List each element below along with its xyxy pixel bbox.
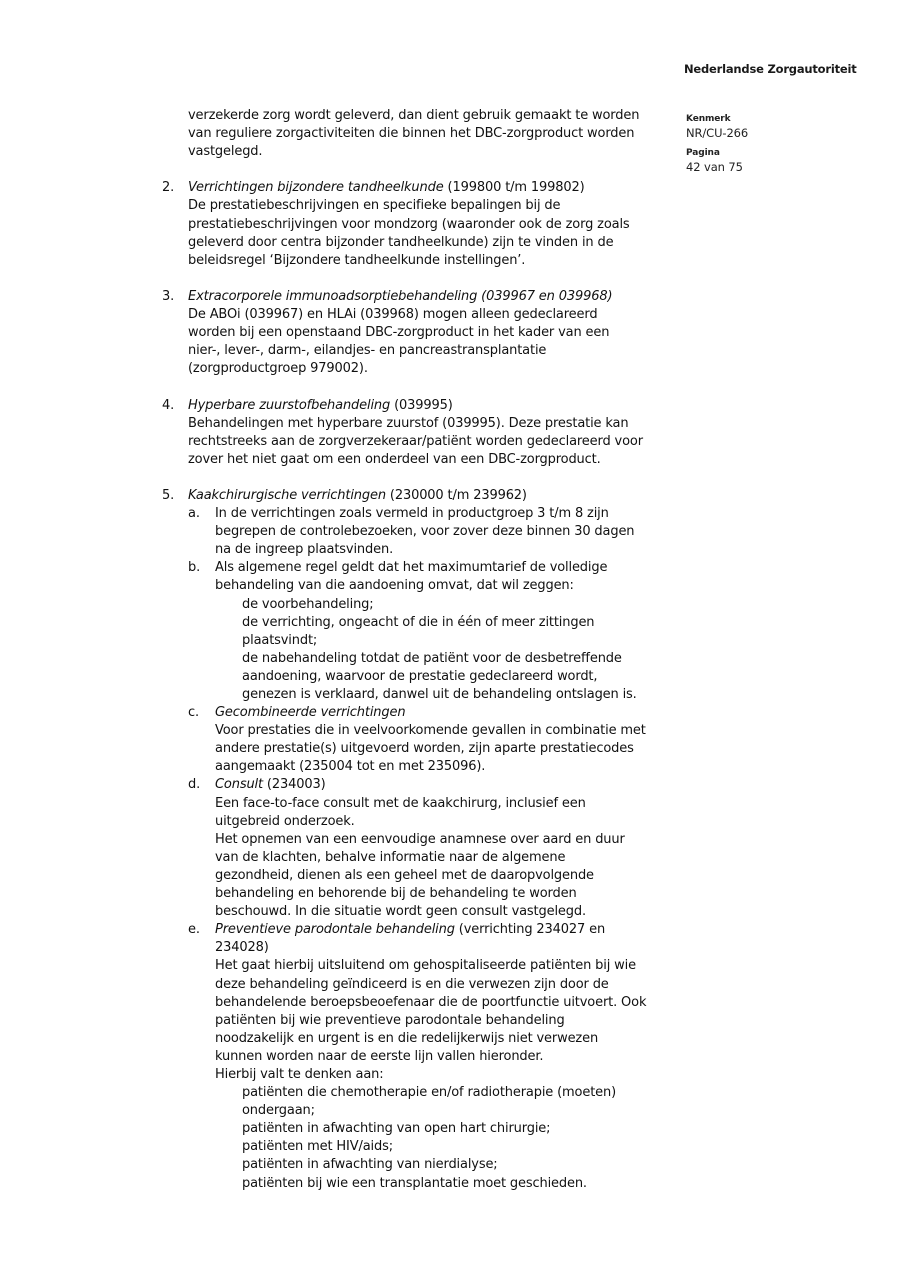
text-line: aangemaakt (235004 tot en met 235096). — [215, 759, 486, 775]
sub-item-code: 234028) — [215, 940, 269, 956]
pagina-label: Pagina — [686, 148, 720, 158]
sub-item-a — [188, 505, 692, 559]
text-line: genezen is verklaard, danwel uit de behandeling ontslagen is. — [242, 687, 637, 702]
text-line: patiënten bij wie preventieve parodontale behandeling — [215, 1012, 565, 1028]
item-title: Hyperbare zuurstofbehandeling — [188, 397, 391, 413]
sub-item-title: Consult — [215, 777, 263, 793]
text-line: geleverd door centra bijzonder tandheelkunde) zijn te vinden in de — [188, 234, 614, 250]
list-item-2 — [162, 179, 692, 269]
text-line: plaatsvindt; — [242, 632, 318, 648]
item-heading — [188, 288, 692, 306]
text-line: beschouwd. In die situatie wordt geen consult vastgelegd. — [215, 904, 586, 920]
text-line: na de ingreep plaatsvinden. — [215, 542, 394, 558]
list-item-5 — [162, 487, 692, 1193]
text-line: behandeling en behorende bij de behandeling te worden — [215, 886, 577, 902]
sub-item-code: (234003) — [262, 777, 326, 793]
text-line: (zorgproductgroep 979002). — [188, 361, 368, 377]
text-line: zover het niet gaat om een onderdeel van een DBC-zorgproduct. — [188, 451, 601, 467]
text-line: gezondheid, dienen als een geheel met de daaropvolgende — [215, 867, 594, 883]
sub-item-letter: a. — [188, 506, 200, 522]
text-line: beleidsregel ‘Bijzondere tandheelkunde instellingen’. — [188, 252, 526, 268]
text-line: vastgelegd. — [188, 144, 263, 160]
sub-item-e — [188, 921, 692, 1192]
text-line: Als algemene regel geldt dat het maximumtarief de volledige — [215, 560, 608, 576]
pagina-value: 42 van 75 — [686, 160, 743, 174]
text-line: andere prestatie(s) uitgevoerd worden, zijn aparte prestatiecodes — [215, 741, 634, 757]
document-body — [162, 107, 692, 1193]
text-line: aandoening, waarvoor de prestatie gedeclareerd wordt, — [242, 668, 598, 684]
text-line: van reguliere zorgactiviteiten die binnen het DBC-zorgproduct worden — [188, 126, 635, 142]
item-title: Extracorporele immunoadsorptiebehandeling (039967 en 039968) — [188, 288, 613, 304]
sub-item-title: Preventieve parodontale behandeling — [215, 922, 455, 938]
list-item-3 — [162, 288, 692, 378]
text-line: behandeling van die aandoening omvat, dat wil zeggen: — [215, 578, 574, 594]
bullet-list — [215, 1084, 692, 1193]
sub-item-letter: c. — [188, 705, 199, 721]
text-line: worden bij een openstaand DBC-zorgproduct in het kader van een — [188, 325, 610, 341]
item-number: 5. — [162, 487, 175, 503]
text-line: prestatiebeschrijvingen voor mondzorg (waaronder ook de zorg zoals — [188, 216, 630, 232]
text-line: Een face-to-face consult met de kaakchirurg, inclusief een — [215, 795, 586, 811]
text-line: De ABOi (039967) en HLAi (039968) mogen alleen gedeclareerd — [188, 307, 598, 323]
text-line: behandelende beroepsbeoefenaar die de poortfunctie uitvoert. Ook — [215, 994, 647, 1010]
text-line: van de klachten, behalve informatie naar de algemene — [215, 849, 566, 865]
item-number: 4. — [162, 397, 175, 413]
sub-item-heading — [215, 776, 692, 794]
text-line: In de verrichtingen zoals vermeld in productgroep 3 t/m 8 zijn — [215, 506, 609, 522]
sub-item-letter: e. — [188, 922, 200, 938]
sub-item-c — [188, 704, 692, 776]
text-line: patiënten in afwachting van open hart chirurgie; — [242, 1121, 551, 1137]
document-meta — [686, 113, 748, 181]
sub-item-d — [188, 776, 692, 921]
intro-paragraph — [162, 107, 692, 161]
text-line: Voor prestaties die in veelvoorkomende gevallen in combinatie met — [215, 723, 646, 739]
text-line: deze behandeling geïndiceerd is en die verwezen zijn door de — [215, 976, 609, 992]
list-item-4 — [162, 397, 692, 469]
text-line: De prestatiebeschrijvingen en specifieke bepalingen bij de — [188, 198, 561, 214]
text-line: verzekerde zorg wordt geleverd, dan dient gebruik gemaakt te worden — [188, 108, 640, 123]
kenmerk-value: NR/CU-266 — [686, 126, 749, 140]
text-line: patiënten die chemotherapie en/of radiotherapie (moeten) — [242, 1085, 617, 1101]
text-line: Hierbij valt te denken aan: — [215, 1066, 384, 1082]
text-line: patiënten in afwachting van nierdialyse; — [242, 1157, 498, 1173]
kenmerk-label: Kenmerk — [686, 114, 731, 124]
text-line: patiënten met HIV/aids; — [242, 1139, 393, 1155]
text-line: Het opnemen van een eenvoudige anamnese over aard en duur — [215, 831, 625, 847]
text-line: kunnen worden naar de eerste lijn vallen hieronder. — [215, 1048, 544, 1064]
text-line: nier-, lever-, darm-, eilandjes- en pancreastransplantatie — [188, 343, 547, 359]
item-title: Kaakchirurgische verrichtingen — [188, 487, 386, 503]
item-heading — [188, 487, 692, 505]
sub-item-letter: b. — [188, 560, 201, 576]
text-line: Behandelingen met hyperbare zuurstof (039995). Deze prestatie kan — [188, 415, 629, 431]
text-line: rechtstreeks aan de zorgverzekeraar/patiënt worden gedeclareerd voor — [188, 433, 643, 449]
text-line: de voorbehandeling; — [242, 596, 374, 612]
item-heading — [188, 179, 692, 197]
sub-item-title: Gecombineerde verrichtingen — [215, 705, 406, 721]
item-number: 3. — [162, 288, 175, 304]
item-code: (230000 t/m 239962) — [385, 487, 527, 503]
sub-item-letter: d. — [188, 777, 201, 793]
sub-item-code: (verrichting 234027 en — [454, 922, 606, 938]
item-heading — [188, 397, 692, 415]
text-line: noodzakelijk en urgent is en die redelijkerwijs niet verwezen — [215, 1030, 599, 1046]
text-line: begrepen de controlebezoeken, voor zover deze binnen 30 dagen — [215, 524, 635, 540]
organization-name: Nederlandse Zorgautoriteit — [684, 62, 857, 76]
text-line: patiënten bij wie een transplantatie moet geschieden. — [242, 1175, 587, 1191]
sub-item-b — [188, 559, 692, 704]
sub-item-heading — [215, 704, 692, 722]
text-line: de nabehandeling totdat de patiënt voor de desbetreffende — [242, 650, 622, 666]
sub-item-heading — [215, 921, 692, 939]
text-line: ondergaan; — [242, 1103, 315, 1119]
text-line: uitgebreid onderzoek. — [215, 813, 355, 829]
text-line: de verrichting, ongeacht of die in één of meer zittingen — [242, 614, 595, 630]
text-line: Het gaat hierbij uitsluitend om gehospitaliseerde patiënten bij wie — [215, 958, 636, 974]
bullet-list — [215, 596, 692, 705]
item-code: (199800 t/m 199802) — [443, 180, 585, 196]
item-code: (039995) — [390, 397, 453, 413]
item-number: 2. — [162, 180, 175, 196]
item-title: Verrichtingen bijzondere tandheelkunde — [188, 180, 444, 196]
